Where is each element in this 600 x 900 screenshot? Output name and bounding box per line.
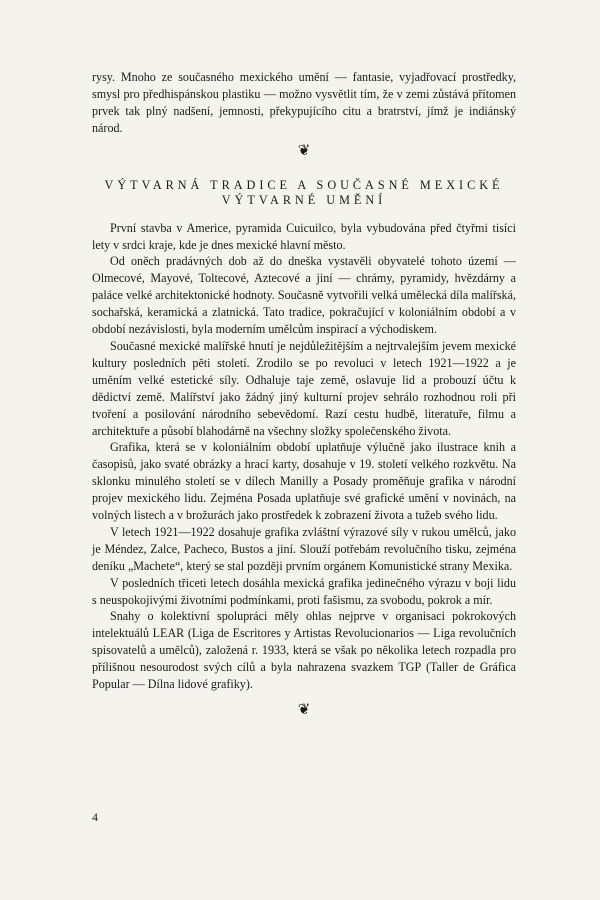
ornament-bottom-icon: ❦ (297, 702, 311, 718)
page-body (92, 69, 516, 737)
page-number: 4 (92, 810, 98, 824)
heading-line-1: VÝTVARNÁ TRADICE A SOUČASNÉ MEXICKÉ (104, 177, 504, 192)
paragraph-2: Od oněch pradávných dob až do dneška vystavěli obyvatelé tohoto území — Olmecové, Mayové, Toltecové, Aztecové a jiní — chrámy, pyramidy, hvězdárny a paláce velké architektonické hodnoty. Současně vytvořili velká umělecká díla malířská, sochařská, keramická a zlatnická. Tato tradice, pokračující v koloniálním období a v období nezávislosti, byla moderním umělcům inspirací a východiskem. (92, 254, 516, 337)
section-heading (92, 178, 516, 208)
paragraph-3: Současné mexické malířské hnutí je nejdůležitějším a nejtrvalejším jevem mexické kultury posledních pěti století. Zrodilo se po revoluci v letech 1921—1922 a je uměním velké estetické síly. Odhaluje taje země, oslavuje lid a probouzí účtu k dědictví země. Malířství jako žádný jiný kulturní projev sehrálo rozhodnou roli při tvoření a posilování národního sebevědomí. Razí cestu hudbě, literatuře, filmu a architektuře a působí blahodárně na všechny složky společenského života. (92, 338, 516, 438)
heading-line-2: VÝTVARNÉ UMĚNÍ (221, 192, 387, 207)
paragraph-4: Grafika, která se v koloniálním období uplatňuje výlučně jako ilustrace knih a časopisů, jako svaté obrázky a hrací karty, dosahuje v 19. století velkého rozkvětu. Na sklonku minulého století se v dílech Manilly a Posady proměňuje grafika v národní projev mexického lidu. Zejména Posada uplatňuje své grafické umění v novinách, na volných listech a v brožurách jako prostředek k zobrazení života a tužeb svého lidu. (92, 440, 516, 523)
paragraph-6: V posledních třiceti letech dosáhla mexická grafika jedinečného výrazu v boji lidu s neuspokojivými životními podmínkami, proti fašismu, za svobodu, pokrok a mír. (92, 575, 516, 607)
ornament-top-icon: ❦ (297, 142, 311, 159)
paragraph-1: První stavba v Americe, pyramida Cuicuilco, byla vybudována před čtyřmi tisíci lety v srdci kraje, kde je dnes mexické hlavní město. (92, 220, 516, 252)
paragraph-7: Snahy o kolektivní spolupráci měly ohlas nejprve v organisaci pokrokových intelektuálů LEAR (Liga de Escritores y Artistas Revolucionarios — Liga revolučních spisovatelů a umělců), založená r. 1933, která se však po několika letech rozpadla pro přílišnou nesourodost svých cílů a byla nahrazena svazkem TGP (Taller de Gráfica Popular — Dílna lidové grafiky). (92, 609, 516, 692)
paragraph-5: V letech 1921—1922 dosahuje grafika zvláštní výrazové síly v rukou umělců, jako je Méndez, Zalce, Pacheco, Bustos a jiní. Slouží potřebám revolučního tisku, zejména deníku „Machete“, který se stal později prvním orgánem Komunistické strany Mexika. (92, 524, 516, 573)
intro-paragraph: rysy. Mnoho ze současného mexického umění — fantasie, vyjadřovací prostředky, smysl pro předhispánskou plastiku — možno vysvětlit tím, že v zemi zůstává přítomen prvek tak plný nadšení, jemnosti, překypujícího citu a bratrství, jímž je indiánský národ. (92, 70, 517, 135)
